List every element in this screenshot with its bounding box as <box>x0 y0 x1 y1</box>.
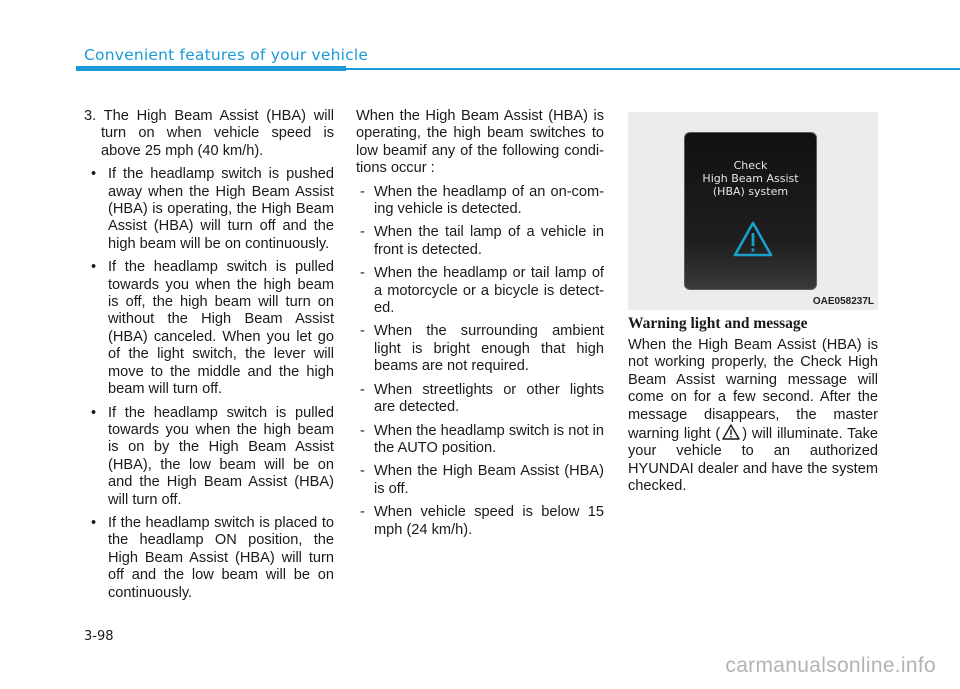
condition-item: - When the High Beam Assist (HBA) is off. <box>356 463 604 498</box>
watermark: carmanualsonline.info <box>725 654 936 677</box>
cluster-message-figure <box>628 112 878 310</box>
step-3: 3. The High Beam Assist (HBA) will turn on when vehicle speed is above 25 mph (40 km/h). <box>84 108 334 159</box>
section-header-title: Convenient features of your vehicle <box>84 46 369 64</box>
header-bar-thin <box>346 68 960 70</box>
condition-item: - When streetlights or other lights are detected. <box>356 382 604 417</box>
cluster-message <box>685 159 816 198</box>
warning-paragraph <box>628 337 878 496</box>
cluster-line: (HBA) system <box>712 185 789 198</box>
warning-text-before: When the High Beam Assist (HBA) is not working properly, the Check High Beam Assist warning message will come on for a few second. After the message disappears, the master warning light ( <box>628 337 878 443</box>
warning-heading: Warning light and message <box>628 315 808 332</box>
cluster-line: Check <box>733 159 768 172</box>
column-middle <box>356 108 604 539</box>
condition-item: - When the headlamp or tail lamp of a motorcycle or a bicycle is detect-ed. <box>356 265 604 317</box>
bullet-item: • If the headlamp switch is placed to the headlamp ON position, the High Beam Assist (HBA) will turn off and the low beam will be on continuously. <box>84 515 334 602</box>
column-left <box>84 108 334 602</box>
page-number: 3-98 <box>84 629 114 644</box>
condition-item: - When the headlamp of an on-com-ing vehicle is detected. <box>356 184 604 219</box>
condition-item: - When the tail lamp of a vehicle in front is detected. <box>356 224 604 259</box>
cluster-display <box>684 132 817 290</box>
master-warning-icon <box>722 424 740 440</box>
cluster-line: High Beam Assist <box>702 172 799 185</box>
bullet-item: • If the headlamp switch is pulled towards you when the high beam is off, the high beam will turn on without the High Beam Assist (HBA) canceled. When you let go of the light switch, the lever will move to the middle and the high beam will turn off. <box>84 259 334 398</box>
condition-item: - When vehicle speed is below 15 mph (24 km/h). <box>356 504 604 539</box>
bullet-item: • If the headlamp switch is pushed away when the High Beam Assist (HBA) is operating, the High Beam Assist (HBA) will turn off and the high beam will be on continuously. <box>84 166 334 253</box>
figure-code: OAE058237L <box>812 296 874 307</box>
condition-item: - When the headlamp switch is not in the AUTO position. <box>356 423 604 458</box>
bullet-item: • If the headlamp switch is pulled towards you when the high beam is on by the High Beam Assist (HBA), the low beam will be on and the High Beam Assist (HBA) will turn off. <box>84 405 334 509</box>
header-bar-thick <box>76 66 346 71</box>
warning-triangle-icon <box>733 221 773 257</box>
warning-text-after: ) will illuminate. Take your vehicle to an authorized HYUNDAI dealer and have the system checked. <box>628 426 878 495</box>
conditions-intro: When the High Beam Assist (HBA) is operating, the high beam switches to low beamif any of the following condi-tions occur : <box>356 108 604 177</box>
condition-item: - When the surrounding ambient light is bright enough that high beams are not required. <box>356 323 604 375</box>
